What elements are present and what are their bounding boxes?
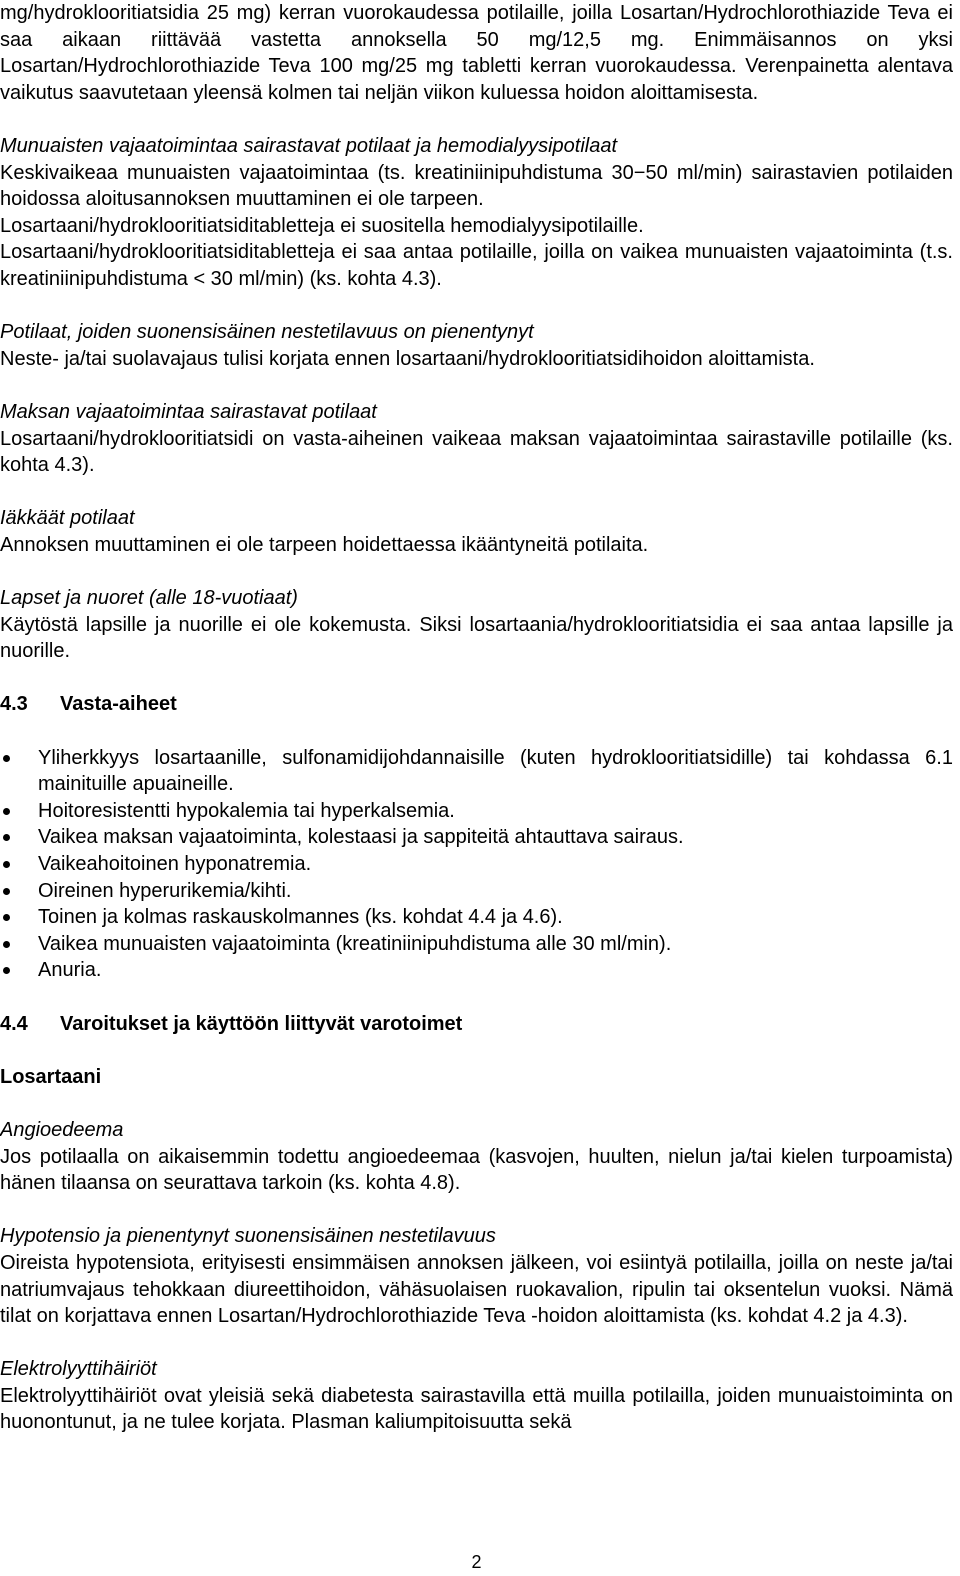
list-item (0, 824, 953, 851)
hypotension-paragraph: Oireista hypotensiota, erityisesti ensimmäisen annoksen jälkeen, voi esiintyä potilailla, joilla on neste ja/tai natriumvajaus tehokkaan diureettihoidon, vähäsuolaisen ruokavalion, ripulin tai oksentelun vuoksi. Nämä tilat on korjattava ennen Losartan/Hydrochlorothiazide Teva -hoidon aloittamista (ks. kohdat 4.2 ja 4.3). (0, 1251, 953, 1328)
list-item-text: Oireinen hyperurikemia/kihti. (38, 879, 292, 902)
list-item (0, 745, 953, 798)
contraindications-list (0, 745, 953, 984)
angioedema-heading: Angioedeema (0, 1118, 124, 1141)
children-heading: Lapset ja nuoret (alle 18-vuotiaat) (0, 587, 298, 610)
page-number: 2 (471, 1552, 482, 1572)
losartan-subheading: Losartaani (0, 1065, 102, 1088)
hypotension-heading: Hypotensio ja pienentynyt suonensisäinen nestetilavuus (0, 1225, 496, 1248)
angioedema-paragraph: Jos potilaalla on aikaisemmin todettu angioedeemaa (kasvojen, huulten, nielun ja/tai kielen turpoamista) hänen tilaansa on seurattava tarkoin (ks. kohta 4.8). (0, 1145, 953, 1195)
list-item-text: Toinen ja kolmas raskauskolmannes (ks. kohdat 4.4 ja 4.6). (38, 906, 563, 929)
bullet-icon (3, 888, 10, 895)
section-number: 4.3 (0, 693, 28, 716)
section-number: 4.4 (0, 1012, 28, 1035)
list-item-text: Vaikeahoitoinen hyponatremia. (38, 853, 312, 875)
list-item (0, 851, 953, 878)
list-item-text: Hoitoresistentti hypokalemia tai hyperkalsemia. (38, 799, 455, 822)
list-item-text: Yliherkkyys losartaanille, sulfonamidijohdannaisille (kuten hydroklooritiatsidille) tai kohdassa 6.1 mainituille apuaineille. (38, 746, 953, 796)
electrolyte-heading: Elektrolyyttihäiriöt (0, 1358, 157, 1381)
bullet-icon (3, 941, 10, 948)
electrolyte-paragraph: Elektrolyyttihäiriöt ovat yleisiä sekä diabetesta sairastavilla että muilla potilailla, joiden munuaistoiminta on huonontunut, ja ne tulee korjata. Plasman kaliumpitoisuutta sekä (0, 1384, 953, 1434)
list-item (0, 957, 953, 984)
bullet-icon (3, 755, 10, 762)
renal-paragraph-3: Losartaani/hydroklooritiatsiditabletteja ei saa antaa potilaille, joilla on vaikea munuaisten vajaatoiminta (t.s. kreatiniinipuhdistuma < 30 ml/min) (ks. kohta 4.3). (0, 241, 953, 290)
bullet-icon (3, 914, 10, 921)
elderly-paragraph: Annoksen muuttaminen ei ole tarpeen hoidettaessa ikääntyneitä potilaita. (0, 533, 649, 556)
section-title: Varoitukset ja käyttöön liittyvät varotoimet (60, 1012, 463, 1035)
list-item-text: Anuria. (38, 959, 102, 982)
volume-paragraph: Neste- ja/tai suolavajaus tulisi korjata ennen losartaani/hydroklooritiatsidihoidon aloittamista. (0, 347, 815, 370)
renal-paragraph-2: Losartaani/hydroklooritiatsiditabletteja ei suositella hemodialyysipotilaille. (0, 214, 644, 237)
hepatic-paragraph: Losartaani/hydroklooritiatsidi on vasta-aiheinen vaikeaa maksan vajaatoimintaa sairastaville potilaille (ks. kohta 4.3). (0, 427, 953, 477)
list-item (0, 931, 953, 958)
bullet-icon (3, 967, 10, 974)
elderly-heading: Iäkkäät potilaat (0, 507, 135, 530)
list-item-text: Vaikea maksan vajaatoiminta, kolestaasi ja sappiteitä ahtauttava sairaus. (38, 826, 684, 849)
hepatic-heading: Maksan vajaatoimintaa sairastavat potilaat (0, 400, 377, 423)
bullet-icon (3, 861, 10, 868)
children-paragraph: Käytöstä lapsille ja nuorille ei ole kokemusta. Siksi losartaania/hydroklooritiatsidia ei saa antaa lapsille ja nuorille. (0, 613, 953, 663)
list-item (0, 904, 953, 931)
bullet-icon (3, 808, 10, 815)
renal-paragraph-1: Keskivaikeaa munuaisten vajaatoimintaa (ts. kreatiniinipuhdistuma 30−50 ml/min) sairastavien potilaiden hoidossa aloitusannoksen muuttaminen ei ole tarpeen. (0, 161, 953, 211)
intro-paragraph: mg/hydroklooritiatsidia 25 mg) kerran vuorokaudessa potilaille, joilla Losartan/Hydrochlorothiazide Teva ei saa aikaan riittävää vastetta annoksella 50 mg/12,5 mg. Enimmäisannos on yksi Losartan/Hydrochlorothiazide Teva 100 mg/25 mg tabletti kerran vuorokaudessa. Verenpainetta alentava vaikutus saavutetaan yleensä kolmen tai neljän viikon kuluessa hoidon aloittamisesta. (0, 2, 953, 104)
list-item-text: Vaikea munuaisten vajaatoiminta (kreatiniinipuhdistuma alle 30 ml/min). (38, 932, 672, 955)
list-item (0, 798, 953, 825)
volume-heading: Potilaat, joiden suonensisäinen nestetilavuus on pienentynyt (0, 321, 534, 344)
section-title: Vasta-aiheet (60, 693, 177, 716)
section-4-4-heading (0, 1011, 953, 1038)
bullet-icon (3, 834, 10, 841)
list-item (0, 878, 953, 905)
renal-heading: Munuaisten vajaatoimintaa sairastavat potilaat ja hemodialyysipotilaat (0, 134, 618, 157)
section-4-3-heading (0, 691, 953, 718)
